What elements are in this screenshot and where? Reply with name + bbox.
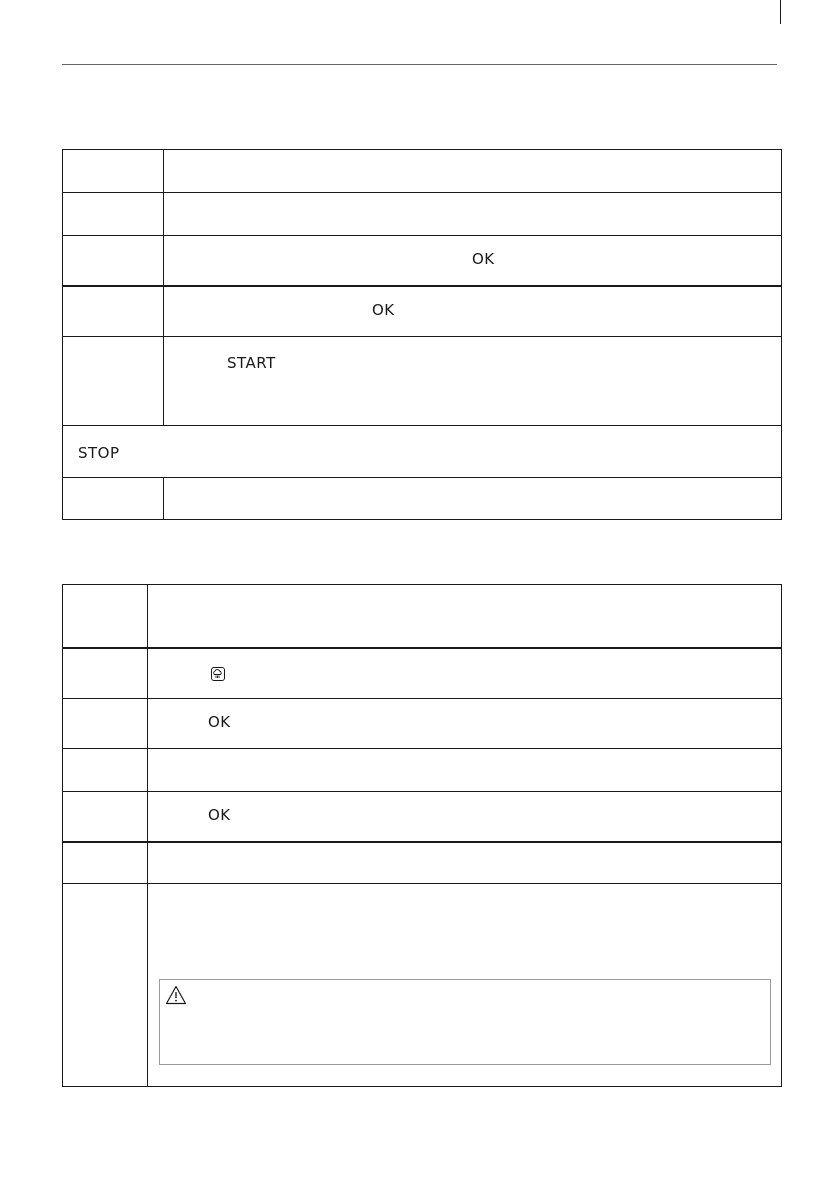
- table-row: [63, 791, 781, 842]
- header-rule: [62, 64, 777, 65]
- start-button-label: START: [227, 354, 276, 372]
- table-row: [63, 585, 781, 647]
- steam-cleaning-icon: [211, 667, 225, 681]
- table-row: [63, 477, 781, 520]
- table-row: [63, 748, 781, 792]
- steps-table-1: [62, 149, 782, 520]
- table-row: [63, 150, 781, 192]
- warning-box: [159, 979, 771, 1065]
- ok-button-label: OK: [208, 806, 231, 824]
- ok-button-label: OK: [472, 250, 495, 268]
- table-row: [63, 192, 781, 236]
- warning-triangle-icon: [165, 985, 187, 1005]
- table-row: [63, 425, 781, 478]
- ok-button-label: OK: [208, 713, 231, 731]
- table-row: [63, 647, 781, 700]
- table-row: [63, 841, 781, 885]
- table-row: [63, 235, 781, 286]
- ok-button-label: OK: [372, 301, 395, 319]
- table-row: [63, 285, 781, 338]
- table-row: [63, 336, 781, 426]
- table-row: [63, 883, 781, 1087]
- table-row: [63, 698, 781, 749]
- page-corner-mark: [780, 0, 781, 24]
- stop-button-label: STOP: [78, 444, 120, 462]
- steps-table-2: [62, 584, 782, 1087]
